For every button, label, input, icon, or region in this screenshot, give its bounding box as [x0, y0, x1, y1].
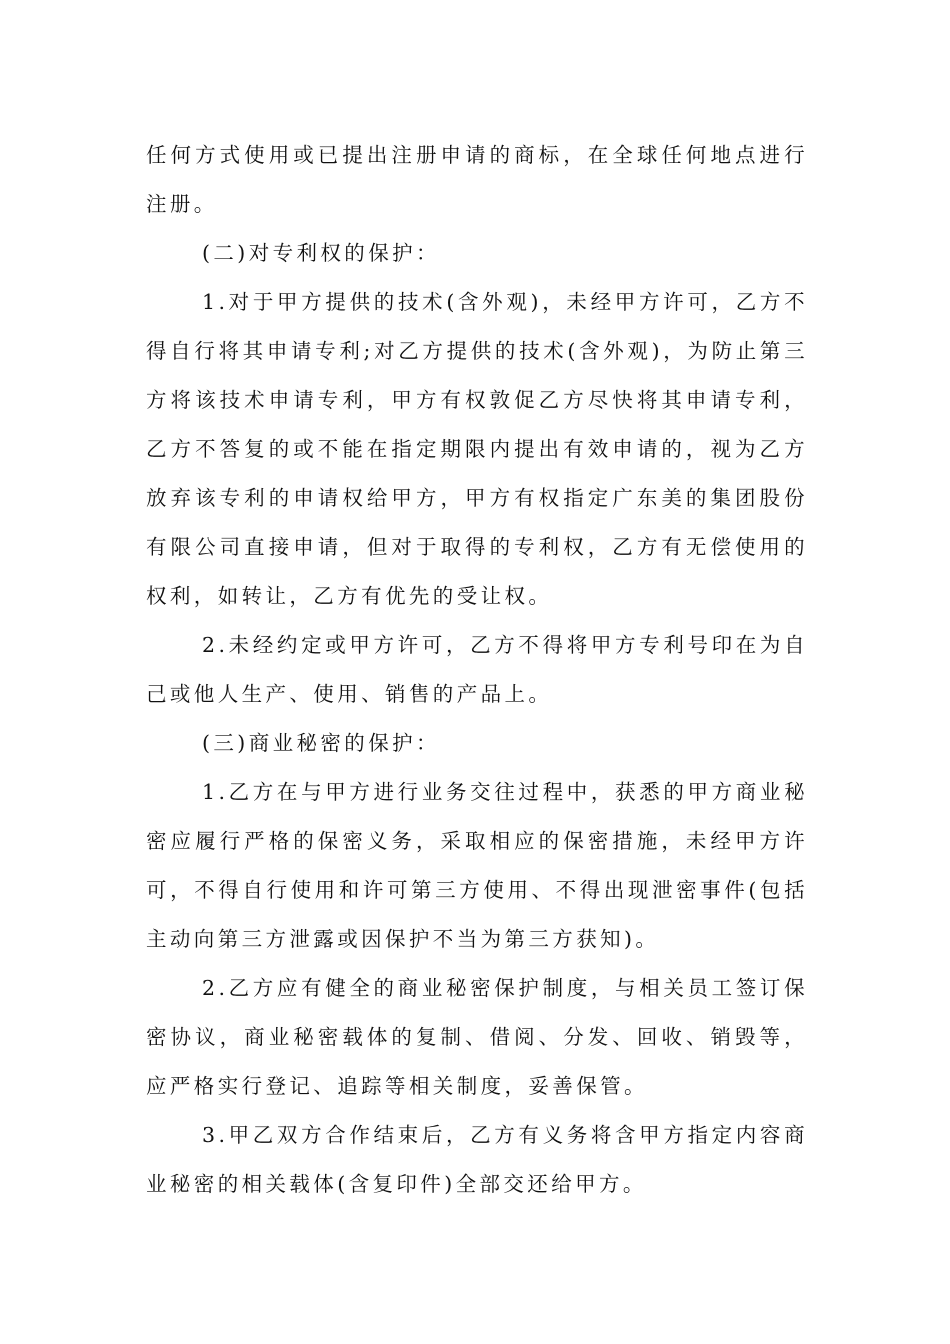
paragraph-trade-secret-clause-1: 1.乙方在与甲方进行业务交往过程中，获悉的甲方商业秘密应履行严格的保密义务，采取相应的保密措施，未经甲方许可，不得自行使用和许可第三方使用、不得出现泄密事件(包括主动向第三方泄露或因保护不当为第三方获知)。	[146, 780, 808, 951]
paragraph-patent-clause-2: 2.未经约定或甲方许可，乙方不得将甲方专利号印在为自己或他人生产、使用、销售的产品上。	[146, 633, 808, 706]
paragraph-trade-secret-clause-3: 3.甲乙双方合作结束后，乙方有义务将含甲方指定内容商业秘密的相关载体(含复印件)全部交还给甲方。	[146, 1123, 808, 1196]
paragraph-trademark-continuation: 任何方式使用或已提出注册申请的商标，在全球任何地点进行注册。	[146, 143, 808, 216]
section-heading-patent-protection: (二)对专利权的保护：	[202, 241, 440, 265]
paragraph-trade-secret-clause-2: 2.乙方应有健全的商业秘密保护制度，与相关员工签订保密协议，商业秘密载体的复制、借阅、分发、回收、销毁等，应严格实行登记、追踪等相关制度，妥善保管。	[146, 976, 808, 1098]
section-heading-trade-secret-protection: (三)商业秘密的保护：	[202, 731, 440, 755]
paragraph-patent-clause-1: 1.对于甲方提供的技术(含外观)，未经甲方许可，乙方不得自行将其申请专利;对乙方提供的技术(含外观)，为防止第三方将该技术申请专利，甲方有权敦促乙方尽快将其申请专利，乙方不答复的或不能在指定期限内提出有效申请的，视为乙方放弃该专利的申请权给甲方，甲方有权指定广东美的集团股份有限公司直接申请，但对于取得的专利权，乙方有无偿使用的权利，如转让，乙方有优先的受让权。	[146, 290, 808, 608]
document-body	[146, 131, 808, 1209]
